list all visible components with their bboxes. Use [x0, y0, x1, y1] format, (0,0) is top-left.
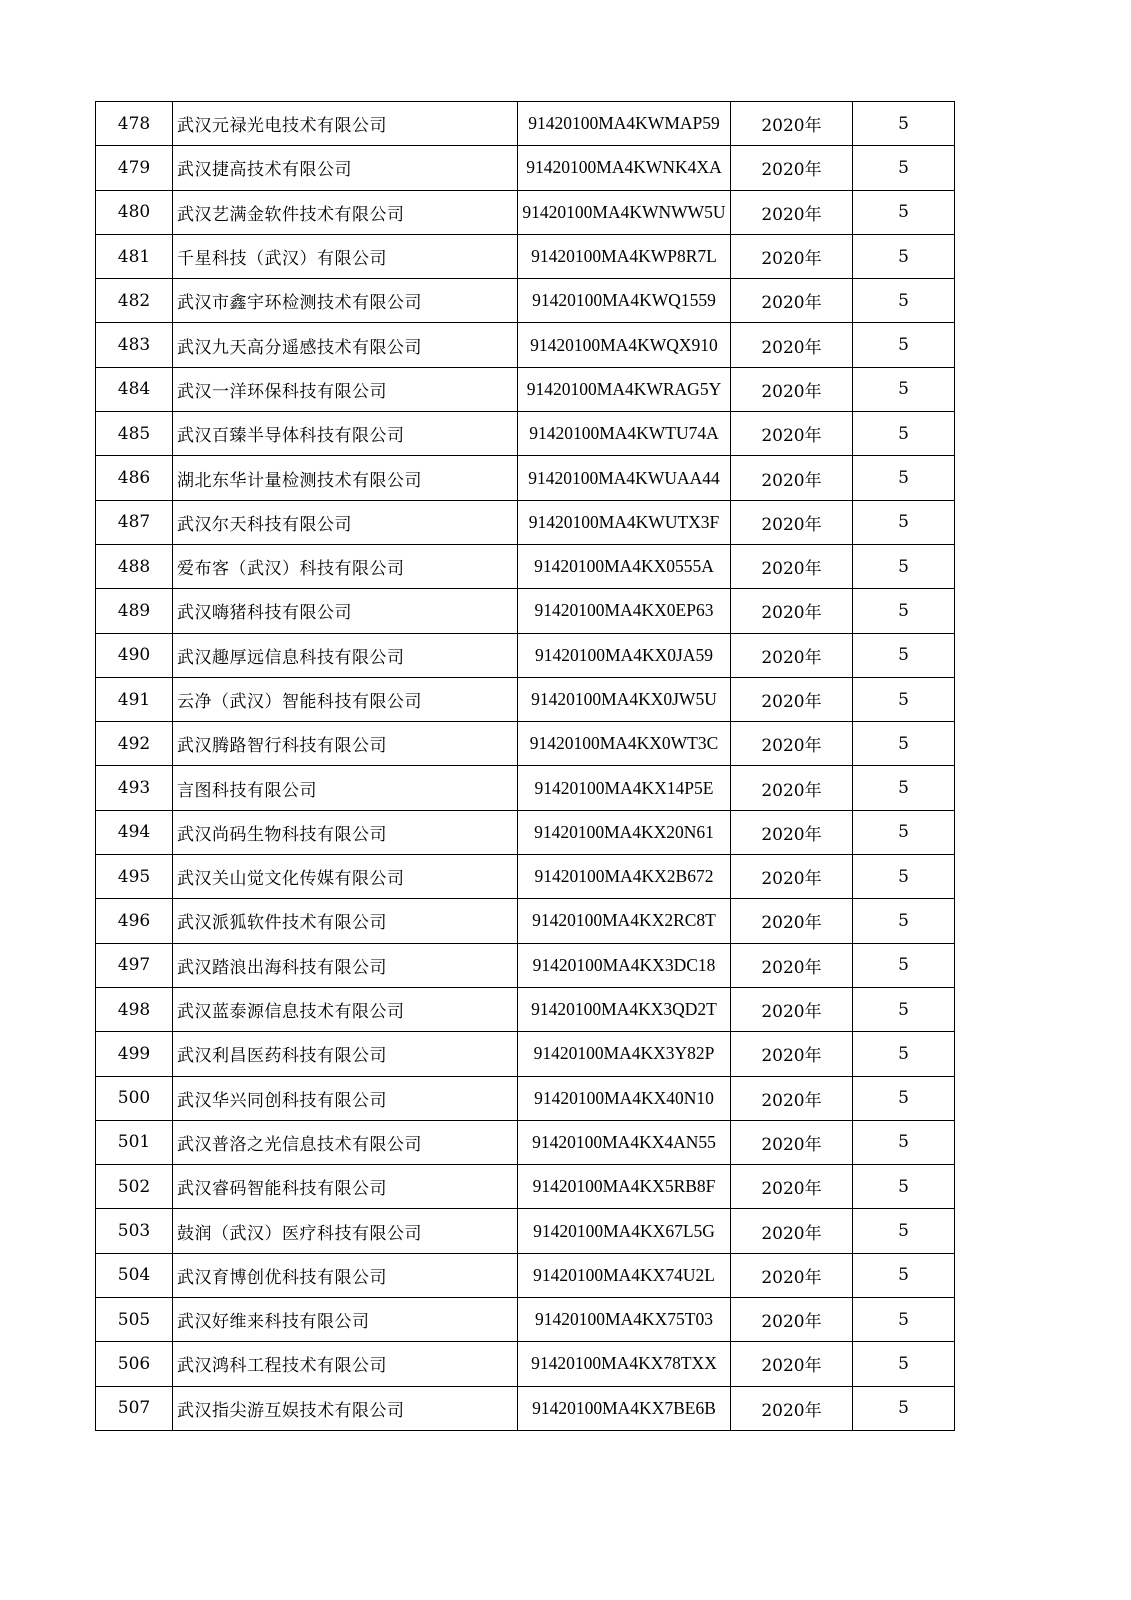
company-name-cell: 武汉九天高分遥感技术有限公司: [173, 323, 518, 367]
credit-code-cell: 91420100MA4KX74U2L: [518, 1253, 731, 1297]
credit-code-cell: 91420100MA4KX0EP63: [518, 589, 731, 633]
year-cell: 2020年: [731, 1120, 853, 1164]
company-name-cell: 云净（武汉）智能科技有限公司: [173, 677, 518, 721]
year-cell: 2020年: [731, 633, 853, 677]
score-cell: 5: [853, 855, 955, 899]
row-number-cell: 492: [96, 722, 173, 766]
company-name-cell: 鼓润（武汉）医疗科技有限公司: [173, 1209, 518, 1253]
credit-code-cell: 91420100MA4KX40N10: [518, 1076, 731, 1120]
table-row: [96, 1386, 955, 1430]
company-name-cell: 武汉艺满金软件技术有限公司: [173, 190, 518, 234]
score-cell: 5: [853, 943, 955, 987]
row-number-cell: 486: [96, 456, 173, 500]
table-row: [96, 1209, 955, 1253]
year-cell: 2020年: [731, 234, 853, 278]
score-cell: 5: [853, 323, 955, 367]
row-number-cell: 495: [96, 855, 173, 899]
credit-code-cell: 91420100MA4KWNWW5U: [518, 190, 731, 234]
credit-code-cell: 91420100MA4KWUTX3F: [518, 500, 731, 544]
score-cell: 5: [853, 987, 955, 1031]
year-cell: 2020年: [731, 279, 853, 323]
year-cell: 2020年: [731, 1076, 853, 1120]
company-name-cell: 武汉腾路智行科技有限公司: [173, 722, 518, 766]
row-number-cell: 504: [96, 1253, 173, 1297]
row-number-cell: 488: [96, 544, 173, 588]
score-cell: 5: [853, 367, 955, 411]
credit-code-cell: 91420100MA4KX0JW5U: [518, 677, 731, 721]
company-name-cell: 武汉踏浪出海科技有限公司: [173, 943, 518, 987]
year-cell: 2020年: [731, 589, 853, 633]
table-row: [96, 1076, 955, 1120]
table-row: [96, 1253, 955, 1297]
row-number-cell: 497: [96, 943, 173, 987]
score-cell: 5: [853, 500, 955, 544]
score-cell: 5: [853, 279, 955, 323]
company-name-cell: 武汉元禄光电技术有限公司: [173, 102, 518, 146]
year-cell: 2020年: [731, 677, 853, 721]
company-name-cell: 武汉趣厚远信息科技有限公司: [173, 633, 518, 677]
table-row: [96, 766, 955, 810]
row-number-cell: 487: [96, 500, 173, 544]
company-name-cell: 武汉百臻半导体科技有限公司: [173, 412, 518, 456]
company-name-cell: 武汉尚码生物科技有限公司: [173, 810, 518, 854]
score-cell: 5: [853, 1298, 955, 1342]
score-cell: 5: [853, 544, 955, 588]
table-row: [96, 943, 955, 987]
score-cell: 5: [853, 1165, 955, 1209]
year-cell: 2020年: [731, 1032, 853, 1076]
credit-code-cell: 91420100MA4KX7BE6B: [518, 1386, 731, 1430]
row-number-cell: 482: [96, 279, 173, 323]
score-cell: 5: [853, 899, 955, 943]
row-number-cell: 484: [96, 367, 173, 411]
score-cell: 5: [853, 412, 955, 456]
table-row: [96, 1342, 955, 1386]
score-cell: 5: [853, 810, 955, 854]
credit-code-cell: 91420100MA4KX2RC8T: [518, 899, 731, 943]
company-name-cell: 武汉普洛之光信息技术有限公司: [173, 1120, 518, 1164]
table-row: [96, 500, 955, 544]
credit-code-cell: 91420100MA4KX3QD2T: [518, 987, 731, 1031]
year-cell: 2020年: [731, 899, 853, 943]
year-cell: 2020年: [731, 943, 853, 987]
row-number-cell: 498: [96, 987, 173, 1031]
year-cell: 2020年: [731, 102, 853, 146]
row-number-cell: 481: [96, 234, 173, 278]
company-name-cell: 言图科技有限公司: [173, 766, 518, 810]
table-row: [96, 367, 955, 411]
row-number-cell: 501: [96, 1120, 173, 1164]
credit-code-cell: 91420100MA4KWQX910: [518, 323, 731, 367]
table-row: [96, 102, 955, 146]
credit-code-cell: 91420100MA4KWMAP59: [518, 102, 731, 146]
credit-code-cell: 91420100MA4KX14P5E: [518, 766, 731, 810]
credit-code-cell: 91420100MA4KWTU74A: [518, 412, 731, 456]
credit-code-cell: 91420100MA4KX20N61: [518, 810, 731, 854]
year-cell: 2020年: [731, 987, 853, 1031]
score-cell: 5: [853, 633, 955, 677]
row-number-cell: 507: [96, 1386, 173, 1430]
row-number-cell: 478: [96, 102, 173, 146]
row-number-cell: 490: [96, 633, 173, 677]
score-cell: 5: [853, 146, 955, 190]
score-cell: 5: [853, 190, 955, 234]
company-table: [95, 101, 955, 1431]
table-row: [96, 146, 955, 190]
table-row: [96, 1120, 955, 1164]
score-cell: 5: [853, 1120, 955, 1164]
company-name-cell: 武汉指尖游互娱技术有限公司: [173, 1386, 518, 1430]
table-row: [96, 722, 955, 766]
row-number-cell: 491: [96, 677, 173, 721]
credit-code-cell: 91420100MA4KX0555A: [518, 544, 731, 588]
credit-code-cell: 91420100MA4KWUAA44: [518, 456, 731, 500]
row-number-cell: 496: [96, 899, 173, 943]
table-row: [96, 279, 955, 323]
year-cell: 2020年: [731, 367, 853, 411]
table-row: [96, 677, 955, 721]
year-cell: 2020年: [731, 1253, 853, 1297]
score-cell: 5: [853, 456, 955, 500]
score-cell: 5: [853, 102, 955, 146]
row-number-cell: 494: [96, 810, 173, 854]
row-number-cell: 500: [96, 1076, 173, 1120]
score-cell: 5: [853, 1076, 955, 1120]
score-cell: 5: [853, 766, 955, 810]
credit-code-cell: 91420100MA4KX78TXX: [518, 1342, 731, 1386]
table-row: [96, 899, 955, 943]
year-cell: 2020年: [731, 722, 853, 766]
table-row: [96, 589, 955, 633]
company-name-cell: 武汉嗨猪科技有限公司: [173, 589, 518, 633]
score-cell: 5: [853, 1253, 955, 1297]
row-number-cell: 503: [96, 1209, 173, 1253]
year-cell: 2020年: [731, 1165, 853, 1209]
year-cell: 2020年: [731, 323, 853, 367]
credit-code-cell: 91420100MA4KX3Y82P: [518, 1032, 731, 1076]
credit-code-cell: 91420100MA4KX5RB8F: [518, 1165, 731, 1209]
year-cell: 2020年: [731, 766, 853, 810]
table-row: [96, 456, 955, 500]
row-number-cell: 493: [96, 766, 173, 810]
credit-code-cell: 91420100MA4KWP8R7L: [518, 234, 731, 278]
year-cell: 2020年: [731, 544, 853, 588]
year-cell: 2020年: [731, 810, 853, 854]
company-name-cell: 武汉华兴同创科技有限公司: [173, 1076, 518, 1120]
credit-code-cell: 91420100MA4KX2B672: [518, 855, 731, 899]
year-cell: 2020年: [731, 190, 853, 234]
table-row: [96, 412, 955, 456]
credit-code-cell: 91420100MA4KX0JA59: [518, 633, 731, 677]
table-row: [96, 190, 955, 234]
row-number-cell: 483: [96, 323, 173, 367]
credit-code-cell: 91420100MA4KX75T03: [518, 1298, 731, 1342]
company-name-cell: 武汉育博创优科技有限公司: [173, 1253, 518, 1297]
score-cell: 5: [853, 1342, 955, 1386]
row-number-cell: 489: [96, 589, 173, 633]
company-name-cell: 武汉派狐软件技术有限公司: [173, 899, 518, 943]
table-row: [96, 234, 955, 278]
year-cell: 2020年: [731, 146, 853, 190]
credit-code-cell: 91420100MA4KWQ1559: [518, 279, 731, 323]
table-row: [96, 633, 955, 677]
credit-code-cell: 91420100MA4KWRAG5Y: [518, 367, 731, 411]
company-name-cell: 武汉蓝泰源信息技术有限公司: [173, 987, 518, 1031]
company-name-cell: 武汉捷高技术有限公司: [173, 146, 518, 190]
year-cell: 2020年: [731, 1209, 853, 1253]
row-number-cell: 505: [96, 1298, 173, 1342]
credit-code-cell: 91420100MA4KX67L5G: [518, 1209, 731, 1253]
row-number-cell: 480: [96, 190, 173, 234]
score-cell: 5: [853, 1032, 955, 1076]
year-cell: 2020年: [731, 1386, 853, 1430]
score-cell: 5: [853, 1386, 955, 1430]
table-row: [96, 1298, 955, 1342]
score-cell: 5: [853, 234, 955, 278]
year-cell: 2020年: [731, 456, 853, 500]
company-name-cell: 武汉睿码智能科技有限公司: [173, 1165, 518, 1209]
company-name-cell: 千星科技（武汉）有限公司: [173, 234, 518, 278]
score-cell: 5: [853, 1209, 955, 1253]
table-row: [96, 1032, 955, 1076]
year-cell: 2020年: [731, 500, 853, 544]
company-name-cell: 武汉尔天科技有限公司: [173, 500, 518, 544]
credit-code-cell: 91420100MA4KX3DC18: [518, 943, 731, 987]
company-name-cell: 武汉关山觉文化传媒有限公司: [173, 855, 518, 899]
row-number-cell: 502: [96, 1165, 173, 1209]
table-row: [96, 855, 955, 899]
row-number-cell: 479: [96, 146, 173, 190]
credit-code-cell: 91420100MA4KX4AN55: [518, 1120, 731, 1164]
row-number-cell: 499: [96, 1032, 173, 1076]
row-number-cell: 506: [96, 1342, 173, 1386]
company-name-cell: 武汉鸿科工程技术有限公司: [173, 1342, 518, 1386]
table-row: [96, 323, 955, 367]
company-name-cell: 武汉利昌医药科技有限公司: [173, 1032, 518, 1076]
year-cell: 2020年: [731, 855, 853, 899]
year-cell: 2020年: [731, 1342, 853, 1386]
score-cell: 5: [853, 722, 955, 766]
company-name-cell: 武汉一洋环保科技有限公司: [173, 367, 518, 411]
credit-code-cell: 91420100MA4KWNK4XA: [518, 146, 731, 190]
company-name-cell: 爱布客（武汉）科技有限公司: [173, 544, 518, 588]
score-cell: 5: [853, 677, 955, 721]
year-cell: 2020年: [731, 412, 853, 456]
table-row: [96, 1165, 955, 1209]
year-cell: 2020年: [731, 1298, 853, 1342]
credit-code-cell: 91420100MA4KX0WT3C: [518, 722, 731, 766]
company-table-body: [96, 102, 955, 1431]
company-name-cell: 湖北东华计量检测技术有限公司: [173, 456, 518, 500]
company-name-cell: 武汉好维来科技有限公司: [173, 1298, 518, 1342]
table-row: [96, 544, 955, 588]
table-row: [96, 810, 955, 854]
score-cell: 5: [853, 589, 955, 633]
table-row: [96, 987, 955, 1031]
company-name-cell: 武汉市鑫宇环检测技术有限公司: [173, 279, 518, 323]
row-number-cell: 485: [96, 412, 173, 456]
